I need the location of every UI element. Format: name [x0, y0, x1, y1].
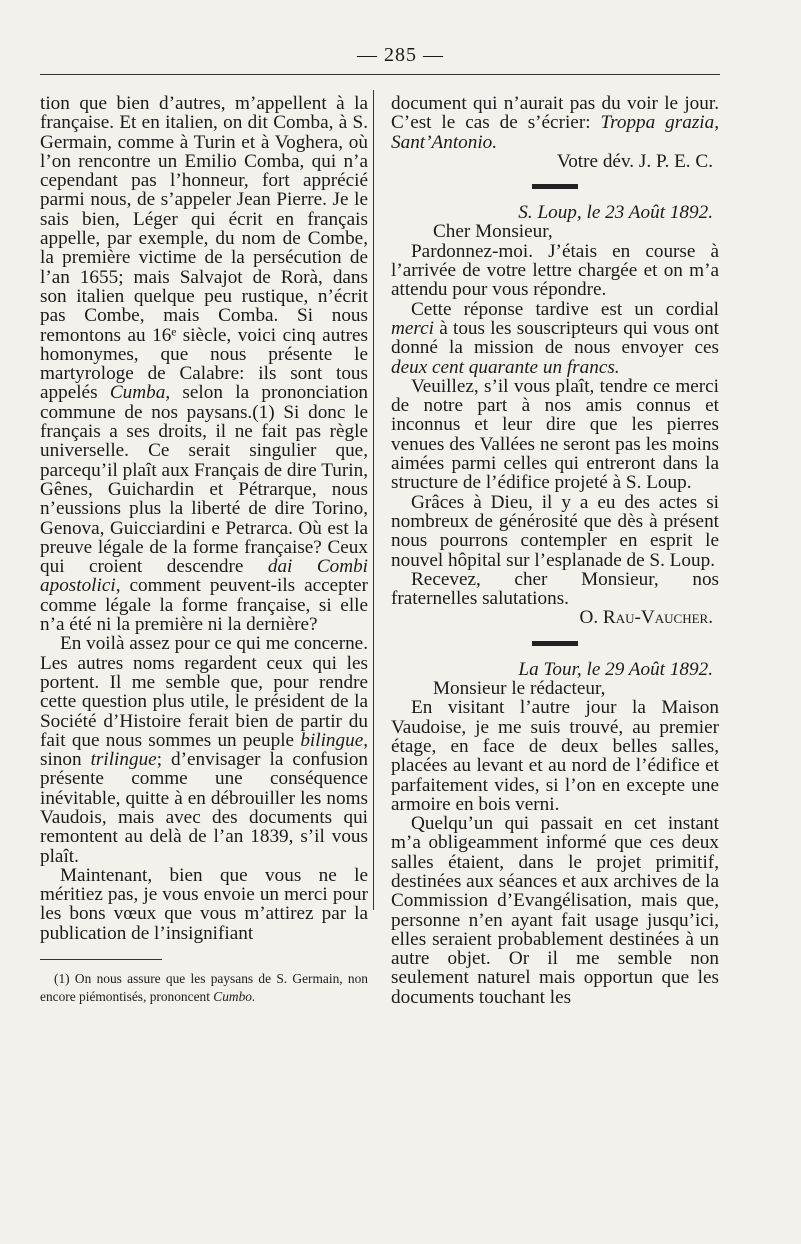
paragraph: Quelqu’un qui passait en cet instant m’a obligeamment informé que ces deux salles étaient, dans le projet primitif, destinées aux séances et aux archives de la Commission d’Evangélisation, mais que, personne n’en ayant fait usage jusqu’ici, elles seraient probablement destinées à un autre objet. Or il me semble non seulement naturel mais opportun que les documents touchant les	[391, 813, 719, 1008]
paragraph: Veuillez, s’il vous plaît, tendre ce merci de notre part à nos amis connus et inconnus et leur dire que les pierres venues des Vallées ne seront pas les moins aimées parmi celles qui entreront dans la structure de l’édifice projeté à S. Loup.	[391, 375, 719, 494]
paragraph: tion que bien d’autres, m’appellent à la française. Et en italien, on dit Comba, à S. Germain, comme à Turin et à Voghera, où l’on rencontre un Emilio Comba, qui n’a cependant pas l’honneur, fort apprécié parmi nous, de s’appeler Jean Pierre. Je le sais bien, Léger qui écrit en français appelle, par exemple, du nom de Combe, la première victime de la persécution de l’an 1655; mais Salvajot de Rorà, dans son italien quelque peu rustique, n’écrit pas Combe, mais Comba. Si nous remontons au 16ᵉ siècle, voici cinq autres homonymes, que nous présente le martyrologe de Calabre: ils sont tous appelés Cumba, selon la prononciation commune de nos paysans.(1) Si donc le français a ses droits, il ne fait pas règle universelle. Ce serait singulier que, parcequ’il plaît aux Français de dire Turin, Gênes, Guichardin et Pétrarque, nous n’eussions plus la liberté de dire Torino, Genova, Guicciardini e Petrarca. Où est la preuve légale de la forme française? Ceux qui croient descendre dai Combi apostolici, comment peuvent-ils accepter comme légale la forme française, si elle n’a été ni la première ni la dernière?	[40, 93, 369, 636]
salutation: Cher Monsieur,	[433, 221, 553, 243]
paragraph: Maintenant, bien que vous ne le méritiez pas, je vous envoie un merci pour les bons vœux que vous m’attirez par la publication de l’insignifiant	[40, 864, 368, 944]
paragraph: Cette réponse tardive est un cordial merci à tous les souscripteurs qui vous ont donné la mission de nous envoyer ces deux cent quarante un francs.	[391, 298, 720, 378]
paragraph: Pardonnez-moi. J’étais en course à l’arrivée de votre lettre chargée et on m’a attendu pour vous répondre.	[391, 240, 719, 301]
footnote: (1) On nous assure que les paysans de S. Germain, non encore piémontisés, prononcent Cumbo.	[40, 971, 368, 1005]
salutation: Monsieur le rédacteur,	[433, 678, 606, 700]
letter-date: S. Loup, le 23 Août 1892.	[518, 202, 713, 224]
right-column	[391, 94, 719, 1007]
paragraph: document qui n’aurait pas du voir le jour. C’est le cas de s’écrier: Troppa grazia, Sant’Antonio.	[391, 93, 720, 153]
separator	[532, 184, 578, 189]
column-divider	[373, 90, 374, 910]
letter-date: La Tour, le 29 Août 1892.	[518, 658, 713, 680]
paragraph: Recevez, cher Monsieur, nos fraternelles salutations.	[391, 568, 719, 610]
header-rule	[40, 74, 720, 75]
page-number: — 285 —	[357, 44, 444, 66]
left-column	[40, 94, 368, 1006]
signature: O. Rau-Vaucher.	[579, 607, 713, 629]
paragraph: Grâces à Dieu, il y a eu des actes si nombreux de générosité que dès à présent nous pourrons contempler en esprit le nouvel hôpital sur l’esplanade de S. Loup.	[391, 491, 719, 571]
separator	[532, 641, 578, 646]
paragraph: En voilà assez pour ce qui me concerne. Les autres noms regardent ceux qui les portent. Il me semble que, pour rendre cette question plus utile, le président de la Société d’Histoire ferait bien de partir du fait que nous sommes un peuple bilingue, sinon trilingue; d’envisager la confusion présente comme une conséquence inévitable, quitte à en débrouiller les noms Vaudois, mais avec des documents qui remontent au delà de l’an 1839, s’il vous plaît.	[40, 633, 369, 867]
footnote-rule	[40, 959, 162, 960]
signature: Votre dév. J. P. E. C.	[556, 150, 713, 172]
paragraph: En visitant l’autre jour la Maison Vaudoise, je me suis trouvé, au premier étage, en face de deux belles salles, placées au levant et au nord de l’édifice et parfaitement vides, si l’on en excepte une armoire en bois verni.	[391, 697, 719, 815]
